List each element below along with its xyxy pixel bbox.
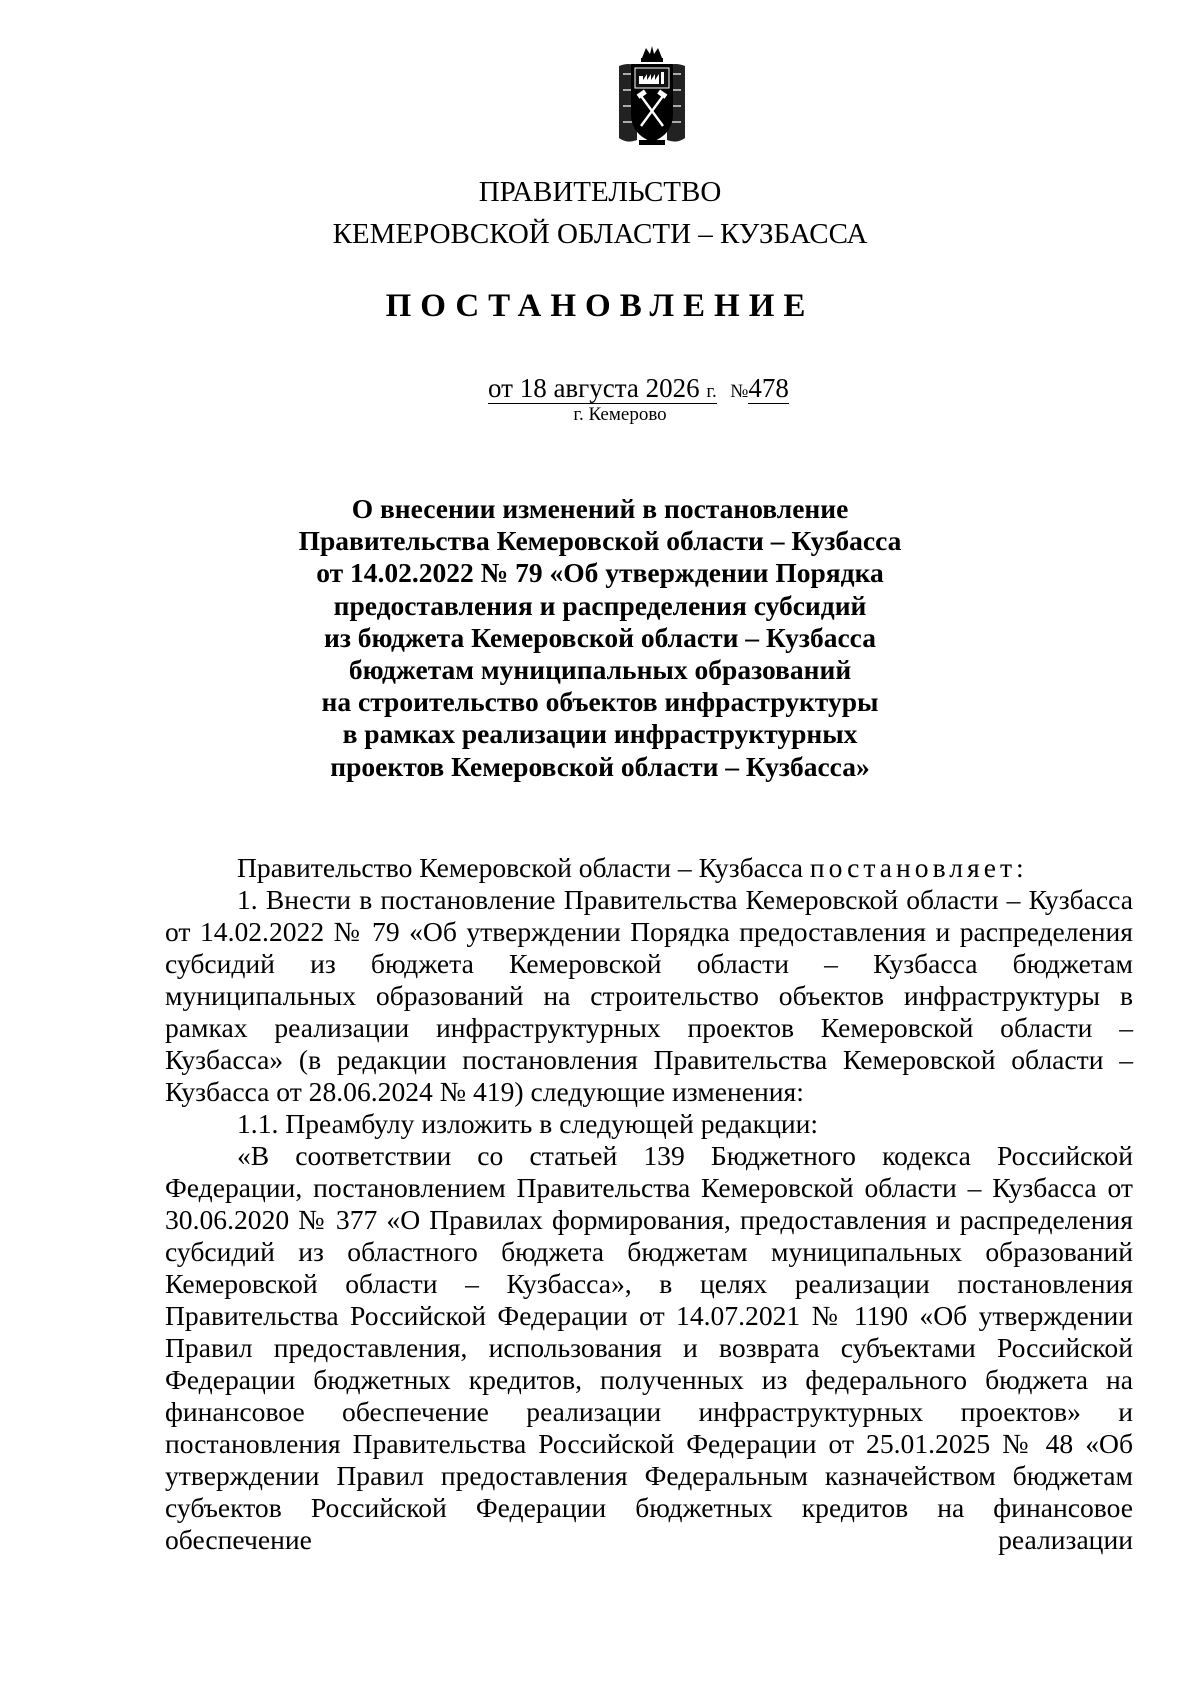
number-sign: № [730,381,749,402]
government-name-line2: КЕМЕРОВСКОЙ ОБЛАСТИ – КУЗБАССА [332,218,868,250]
coat-of-arms-icon [615,44,689,148]
subject-line: из бюджета Кемеровской области – Кузбасса [324,621,876,653]
preamble-paragraph [165,852,1133,884]
year-suffix: г. [706,381,717,402]
subject-line: предоставления и распределения субсидий [333,589,867,621]
subject-line: от 14.02.2022 № 79 «Об утверждении Порядка [316,557,884,589]
date-field [488,373,717,404]
preamble-lead: Правительство Кемеровской области – Кузбасса [237,852,803,883]
subject-line: бюджетам муниципальных образований [348,654,852,686]
item-1-1-paragraph: 1.1. Преамбулу изложить в следующей редакции: [237,1108,819,1139]
document-subject [250,493,950,783]
preamble-colon: : [1016,852,1024,883]
document-number: 478 [748,373,789,403]
subject-line: проектов Кемеровской области – Кузбасса» [330,750,870,782]
subject-line: Правительства Кемеровской области – Кузбасса [298,525,902,557]
subject-line: в рамках реализации инфраструктурных [342,718,858,750]
quoted-preamble-paragraph: «В соответствии со статьей 139 Бюджетного кодекса Российской Федерации, постановлением Правительства Кемеровской области – Кузбасса от 30.06.2020 № 377 «О Правилах формирования, предоставления и распределения субсидий из областного бюджета бюджетам муниципальных образований Кемеровской области – Кузбасса», в целях реализации постановления Правительства Российской Федерации от 14.07.2021 № 1190 «Об утверждении Правил предоставления, использования и возврата субъектами Российской Федерации бюджетных кредитов, полученных из федерального бюджета на финансовое обеспечение реализации инфраструктурных проектов» и постановления Правительства Российской Федерации от 25.01.2025 № 48 «Об утверждении Правил предоставления Федеральным казначейством бюджетам субъектов Российской Федерации бюджетных кредитов на финансовое обеспечение реализации [165,1140,1133,1555]
subject-line: на строительство объектов инфраструктуры [321,686,879,718]
item-1-paragraph: 1. Внести в постановление Правительства Кемеровской области – Кузбасса от 14.02.2022 № 79 «Об утверждении Порядка предоставления и распределения субсидий из бюджета Кемеровской области – Кузбасса бюджетам муниципальных образований на строительство объектов инфраструктуры в рамках реализации инфраструктурных проектов Кемеровской области – Кузбасса» (в редакции постановления Правительства Кемеровской области – Кузбасса от 28.06.2024 № 419) следующие изменения: [165,884,1133,1107]
document-body [165,852,1133,1556]
document-type-title: ПОСТАНОВЛЕНИЕ [385,288,815,324]
date-value: 18 августа 2026 [519,373,700,403]
date-number-line [488,373,789,407]
preamble-verb: постановляет [809,852,1017,883]
city-line: г. Кемерово [573,404,667,425]
date-prefix: от [488,373,513,403]
subject-line: О внесении изменений в постановление [351,493,849,524]
government-name-line1: ПРАВИТЕЛЬСТВО [478,176,722,208]
